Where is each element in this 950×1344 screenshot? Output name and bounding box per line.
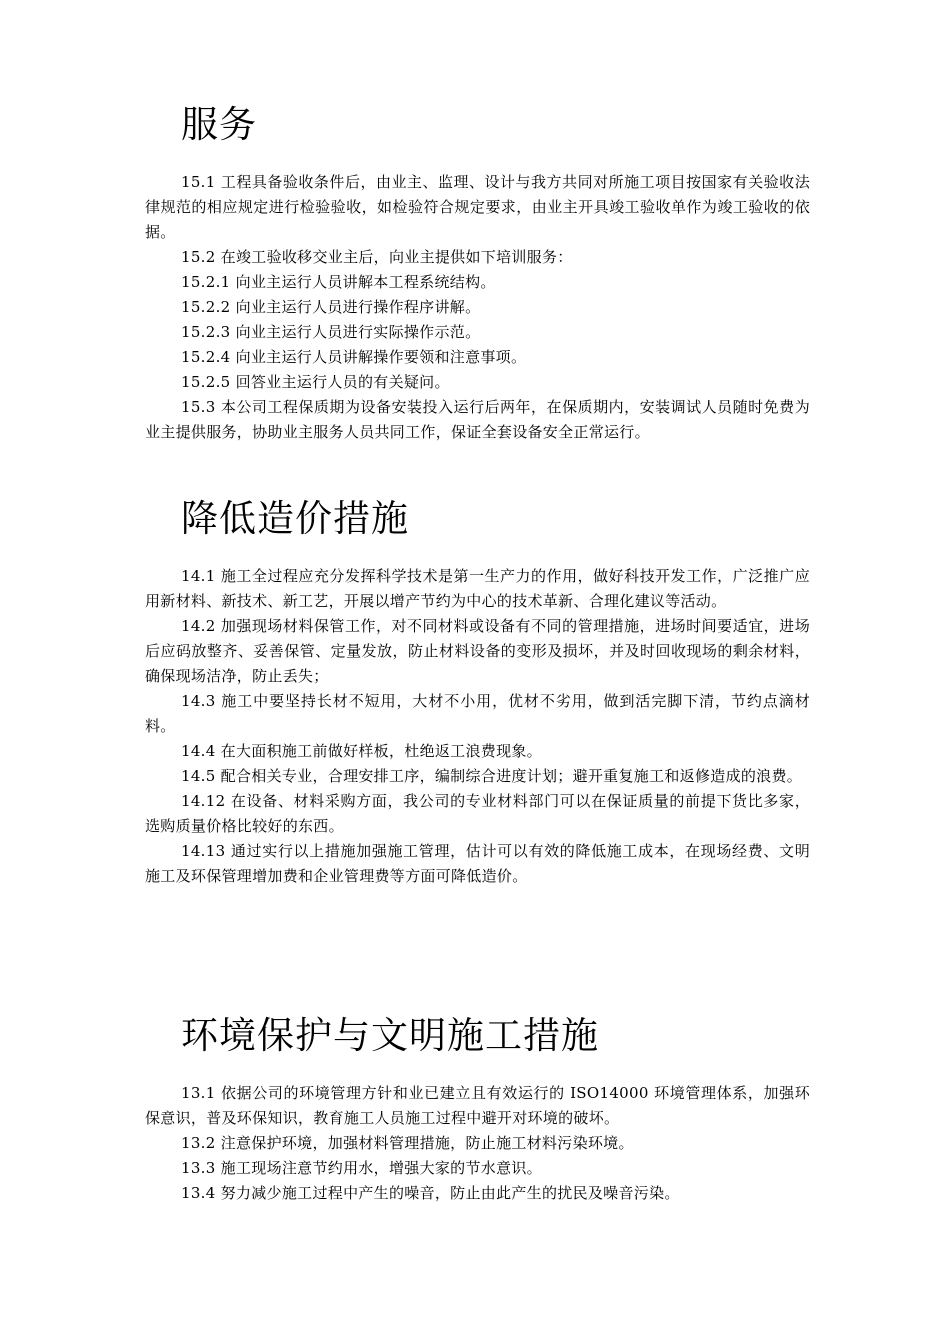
- paragraph: 14.1 施工全过程应充分发挥科学技术是第一生产力的作用，做好科技开发工作，广泛推广应用新材料、新技术、新工艺，开展以增产节约为中心的技术革新、合理化建议等活动。: [145, 567, 810, 610]
- section-heading: 环境保护与文明施工措施: [181, 1014, 599, 1057]
- paragraph: 13.1 依据公司的环境管理方针和业已建立且有效运行的 ISO14000 环境管理体系，加强环保意识，普及环保知识，教育施工人员施工过程中避开对环境的破坏。: [145, 1084, 810, 1127]
- paragraph: 15.2.1 向业主运行人员讲解本工程系统结构。: [181, 273, 496, 291]
- paragraph: 14.12 在设备、材料采购方面，我公司的专业材料部门可以在保证质量的前提下货比多家，选购质量价格比较好的东西。: [145, 792, 810, 835]
- section-heading: 服务: [181, 103, 257, 146]
- paragraph: 15.2.2 向业主运行人员进行操作程序讲解。: [181, 298, 481, 316]
- paragraph: 14.13 通过实行以上措施加强施工管理，估计可以有效的降低施工成本，在现场经费、文明施工及环保管理增加费和企业管理费等方面可降低造价。: [145, 842, 810, 885]
- paragraph: 15.2.5 回答业主运行人员的有关疑问。: [181, 373, 450, 391]
- section-body: [145, 1081, 810, 1206]
- paragraph: 15.2.3 向业主运行人员进行实际操作示范。: [181, 323, 481, 341]
- paragraph: 14.2 加强现场材料保管工作，对不同材料或设备有不同的管理措施，进场时间要适宜，进场后应码放整齐、妥善保管、定量发放，防止材料设备的变形及损坏，并及时回收现场的剩余材料，确保现场洁净，防止丢失；: [145, 617, 810, 685]
- paragraph: 15.3 本公司工程保质期为设备安装投入运行后两年，在保质期内，安装调试人员随时免费为业主提供服务，协助业主服务人员共同工作，保证全套设备安全正常运行。: [145, 398, 810, 441]
- paragraph: 15.2.4 向业主运行人员讲解操作要领和注意事项。: [181, 348, 527, 366]
- paragraph: 15.2 在竣工验收移交业主后，向业主提供如下培训服务：: [181, 248, 573, 266]
- paragraph: 14.5 配合相关专业，合理安排工序，编制综合进度计划；避开重复施工和返修造成的浪费。: [181, 767, 803, 785]
- section-body: [145, 564, 810, 889]
- section-heading: 降低造价措施: [181, 497, 409, 540]
- paragraph: 13.2 注意保护环境，加强材料管理措施，防止施工材料污染环境。: [181, 1134, 634, 1152]
- paragraph: 14.4 在大面积施工前做好样板，杜绝返工浪费现象。: [181, 742, 542, 760]
- section-body: [145, 170, 810, 445]
- paragraph: 15.1 工程具备验收条件后，由业主、监理、设计与我方共同对所施工项目按国家有关验收法律规范的相应规定进行检验验收，如检验符合规定要求，由业主开具竣工验收单作为竣工验收的依据。: [145, 173, 810, 241]
- paragraph: 13.4 努力减少施工过程中产生的噪音，防止由此产生的扰民及噪音污染。: [181, 1184, 680, 1202]
- section-environment: [145, 1013, 810, 1206]
- section-service: [145, 102, 810, 445]
- section-cost-reduction: [145, 496, 810, 889]
- paragraph: 14.3 施工中要坚持长材不短用，大材不小用，优材不劣用，做到活完脚下清，节约点滴材料。: [145, 692, 810, 735]
- paragraph: 13.3 施工现场注意节约用水，增强大家的节水意识。: [181, 1159, 542, 1177]
